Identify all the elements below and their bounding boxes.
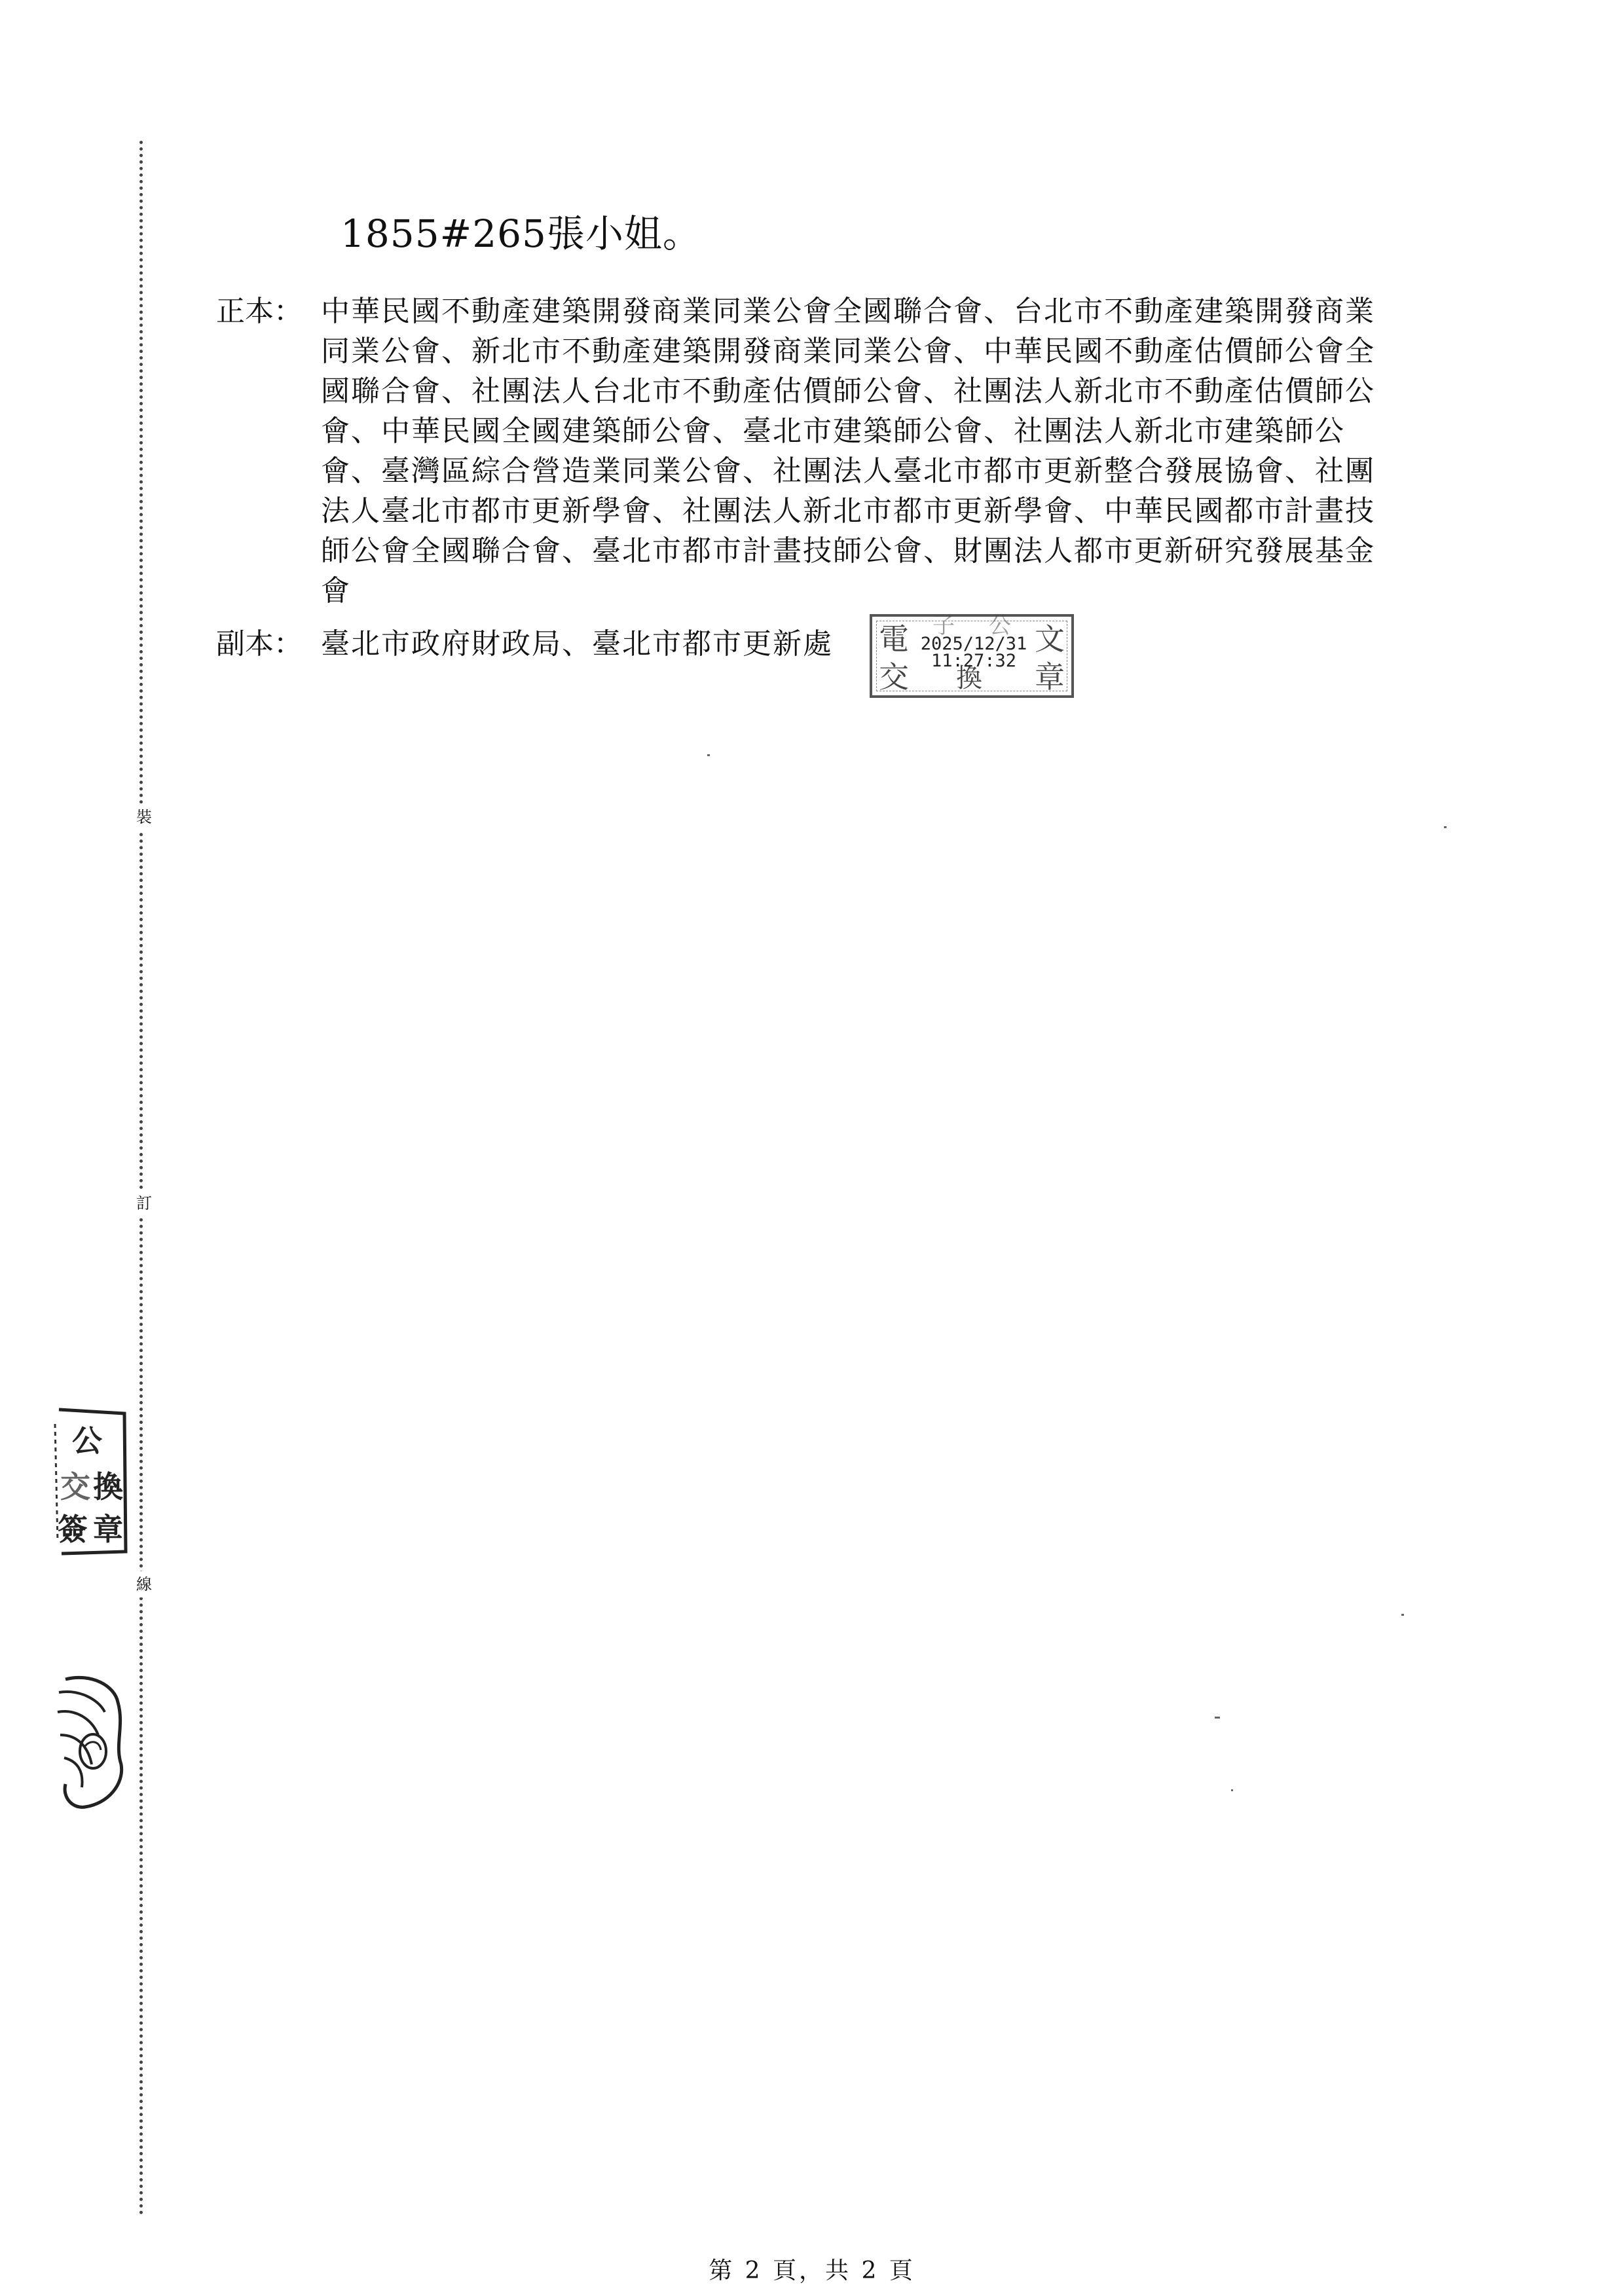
stamp-char: 子	[932, 613, 955, 639]
seal-icon	[52, 1673, 128, 1813]
contact-line: 1855#265張小姐。	[341, 211, 701, 256]
main-recipients-label: 正本：	[216, 295, 303, 328]
stamp-time: 11:27:32	[931, 651, 1017, 671]
side-stamp-char: 簽	[58, 1512, 88, 1547]
electronic-exchange-stamp	[870, 614, 1074, 698]
side-stamp-char: 公	[72, 1423, 102, 1459]
copy-recipients-text: 臺北市政府財政局、臺北市都市更新處	[321, 627, 833, 661]
scan-speck	[1215, 1717, 1220, 1719]
copy-recipients-label: 副本：	[216, 627, 303, 661]
binding-mark-zhuang: 裝	[131, 804, 157, 830]
page-number-footer: 第 2 頁，共 2 頁	[709, 2257, 915, 2284]
recipients-line: 師公會全國聯合會、臺北市都市計畫技師公會、財團法人都市更新研究發展基金	[321, 534, 1375, 568]
recipients-line: 法人臺北市都市更新學會、社團法人新北市都市更新學會、中華民國都市計畫技	[321, 494, 1375, 528]
recipients-line: 同業公會、新北市不動產建築開發商業同業公會、中華民國不動產估價師公會全	[321, 335, 1375, 368]
recipients-line: 會、臺灣區綜合營造業同業公會、社團法人臺北市都市更新整合發展協會、社團	[321, 454, 1375, 488]
side-stamp-char: 換	[93, 1469, 123, 1504]
side-stamp-char: 交	[60, 1469, 90, 1504]
stamp-char: 電	[879, 621, 909, 657]
recipients-line: 會	[321, 574, 351, 608]
binding-mark-xian: 線	[131, 1571, 157, 1597]
side-stamp-char: 章	[93, 1512, 123, 1547]
recipients-line: 會、中華民國全國建築師公會、臺北市建築師公會、社團法人新北市建築師公	[321, 414, 1345, 448]
stamp-char: 交	[879, 659, 909, 695]
side-exchange-stamp	[52, 1404, 131, 1558]
scan-speck	[1444, 826, 1447, 828]
stamp-char: 文	[1035, 621, 1065, 657]
main-recipients-list	[321, 291, 1473, 611]
recipients-line: 中華民國不動產建築開發商業同業公會全國聯合會、台北市不動產建築開發商業	[321, 295, 1375, 328]
stamp-char: 章	[1035, 659, 1065, 695]
scan-speck	[1231, 1789, 1233, 1791]
binding-dotted-line	[139, 141, 143, 2216]
recipients-line: 國聯合會、社團法人台北市不動產估價師公會、社團法人新北市不動產估價師公	[321, 374, 1375, 408]
scan-speck	[1401, 1614, 1404, 1616]
stamp-date: 2025/12/31	[920, 634, 1027, 654]
binding-mark-ding: 訂	[131, 1190, 157, 1216]
stamp-char: 公	[989, 613, 1011, 639]
stamp-char: 換	[956, 663, 982, 693]
scan-speck	[707, 754, 710, 756]
